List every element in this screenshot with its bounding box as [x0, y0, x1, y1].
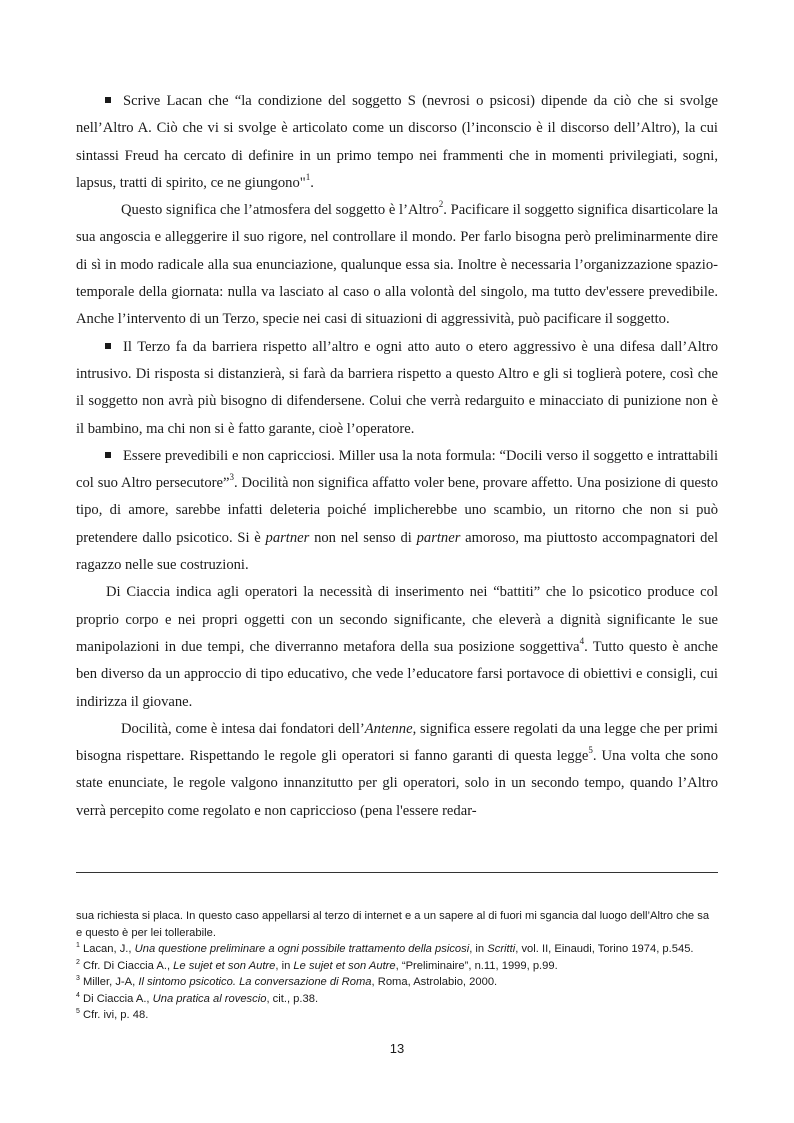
footnote-ref-2[interactable]: 2: [438, 199, 444, 210]
footnote-ref-5[interactable]: 5: [588, 745, 593, 756]
footnotes: [76, 908, 718, 1024]
paragraph-2: Questo significa che l’atmosfera del soggetto è l’Altro$^2$. Pacificare il soggetto significa disarticolare la sua angoscia e alleggerire il suo rigore, nel controllare il mondo. Per farlo bisogna però preliminarmente dire di sì in modo radicale alla sua enunciazione, qualunque essa sia. Inoltre è necessaria l’organizzazione spazio-temporale della giornata: nulla va lasciato al caso o alla volontà del singolo, ma tutto dev'essere prevedibile. Anche l’intervento di un Terzo, specie nei casi di situazioni di aggressività, può pacificare il soggetto.: [76, 199, 718, 328]
footnote-4: $^4$ Di Ciaccia A., Una pratica al rovescio, cit., p.38.: [76, 991, 319, 1005]
paragraph-6: Docilità, come è intesa dai fondatori dell’Antenne, significa essere regolati da una legge che per primi bisogna rispettare. Rispettando le regole gli operatori si fanno garanti di questa legge$^5$. Una volta che sono state enunciate, le regole valgono innanzitutto per gli operatori, solo in un secondo tempo, quando l’Altro verrà percepito come regolato e non capriccioso (pena l'essere redar-: [76, 720, 718, 819]
footnote-continuation: sua richiesta si placa. In questo caso appellarsi al terzo di internet e a un sapere al di fuori mi sgancia dal luogo dell’Altro che sa e questo è per lei tollerabile.: [76, 910, 710, 939]
body-text: [76, 88, 718, 825]
footnote-1: $^1$ Lacan, J., Una questione preliminare a ogni possibile trattamento della psicosi, in Scritti, vol. II, Einaudi, Torino 1974, p.545.: [76, 942, 694, 955]
footnote-5: $^5$ Cfr. ivi, p. 48.: [76, 1008, 149, 1021]
paragraph-1: Scrive Lacan che “la condizione del soggetto S (nevrosi o psicosi) dipende da ciò che si svolge nell’Altro A. Ciò che vi si svolge è articolato come un discorso (l’inconscio è il discorso dell’Altro), la cui sintassi Freud ha cercato di definire in un primo tempo nei frammenti che in momenti privilegiati, sogni, lapsus, tratti di spirito, ce ne giungono"$^1$.: [76, 93, 718, 191]
square-bullet-icon: [105, 97, 111, 103]
paragraph-5: Di Ciaccia indica agli operatori la necessità di inserimento nei “battiti” che lo psicotico produce col proprio corpo e nei propri oggetti con un secondo significante, che eleverà a dignità significante le sue manipolazioni in due tempi, che diverranno metafora della sua posizione soggettiva$^4$. Tutto questo è anche ben diverso da un approccio di tipo educativo, che vede l’educatore farsi portavoce di obiettivi e consigli, cui indirizza il giovane.: [76, 584, 718, 710]
paragraph-3: Il Terzo fa da barriera rispetto all’altro e ogni atto auto o etero aggressivo è una difesa dall’Altro intrusivo. Di risposta si distanzierà, si farà da barriera rispetto a questo Altro e gli si toglierà potere, così che il soggetto non avrà più bisogno di difendersene. Colui che verrà redarguito e minacciato di punizione non è il bambino, ma chi non si è fatto garante, cioè l’operatore.: [76, 338, 718, 437]
footnote-separator: [76, 872, 718, 873]
paragraph-4: Essere prevedibili e non capricciosi. Miller usa la nota formula: “Docili verso il soggetto e intrattabili col suo Altro persecutore”$^3$. Docilità non significa affatto voler bene, provare affetto. Una posizione di questo tipo, di amore, sarebbe infatti deleteria poiché implicherebbe uno scambio, un ritorno che non si può pretendere dallo psicotico. Si è partner non nel senso di partner amoroso, ma piuttosto accompagnatori del ragazzo nelle sue costruzioni.: [76, 447, 719, 574]
square-bullet-icon: [105, 452, 111, 458]
footnote-ref-3[interactable]: 3: [229, 472, 234, 483]
footnote-ref-1[interactable]: 1: [305, 171, 311, 182]
footnote-3: $^3$ Miller, J-A, Il sintomo psicotico. La conversazione di Roma, Roma, Astrolabio, 2000.: [76, 975, 498, 988]
footnote-ref-4[interactable]: 4: [579, 635, 585, 646]
footnote-2: $^2$ Cfr. Di Ciaccia A., Le sujet et son Autre, in Le sujet et son Autre, “Preliminaire”, n.11, 1999, p.99.: [76, 958, 558, 972]
page-number: 13: [389, 1041, 405, 1056]
square-bullet-icon: [105, 343, 111, 349]
